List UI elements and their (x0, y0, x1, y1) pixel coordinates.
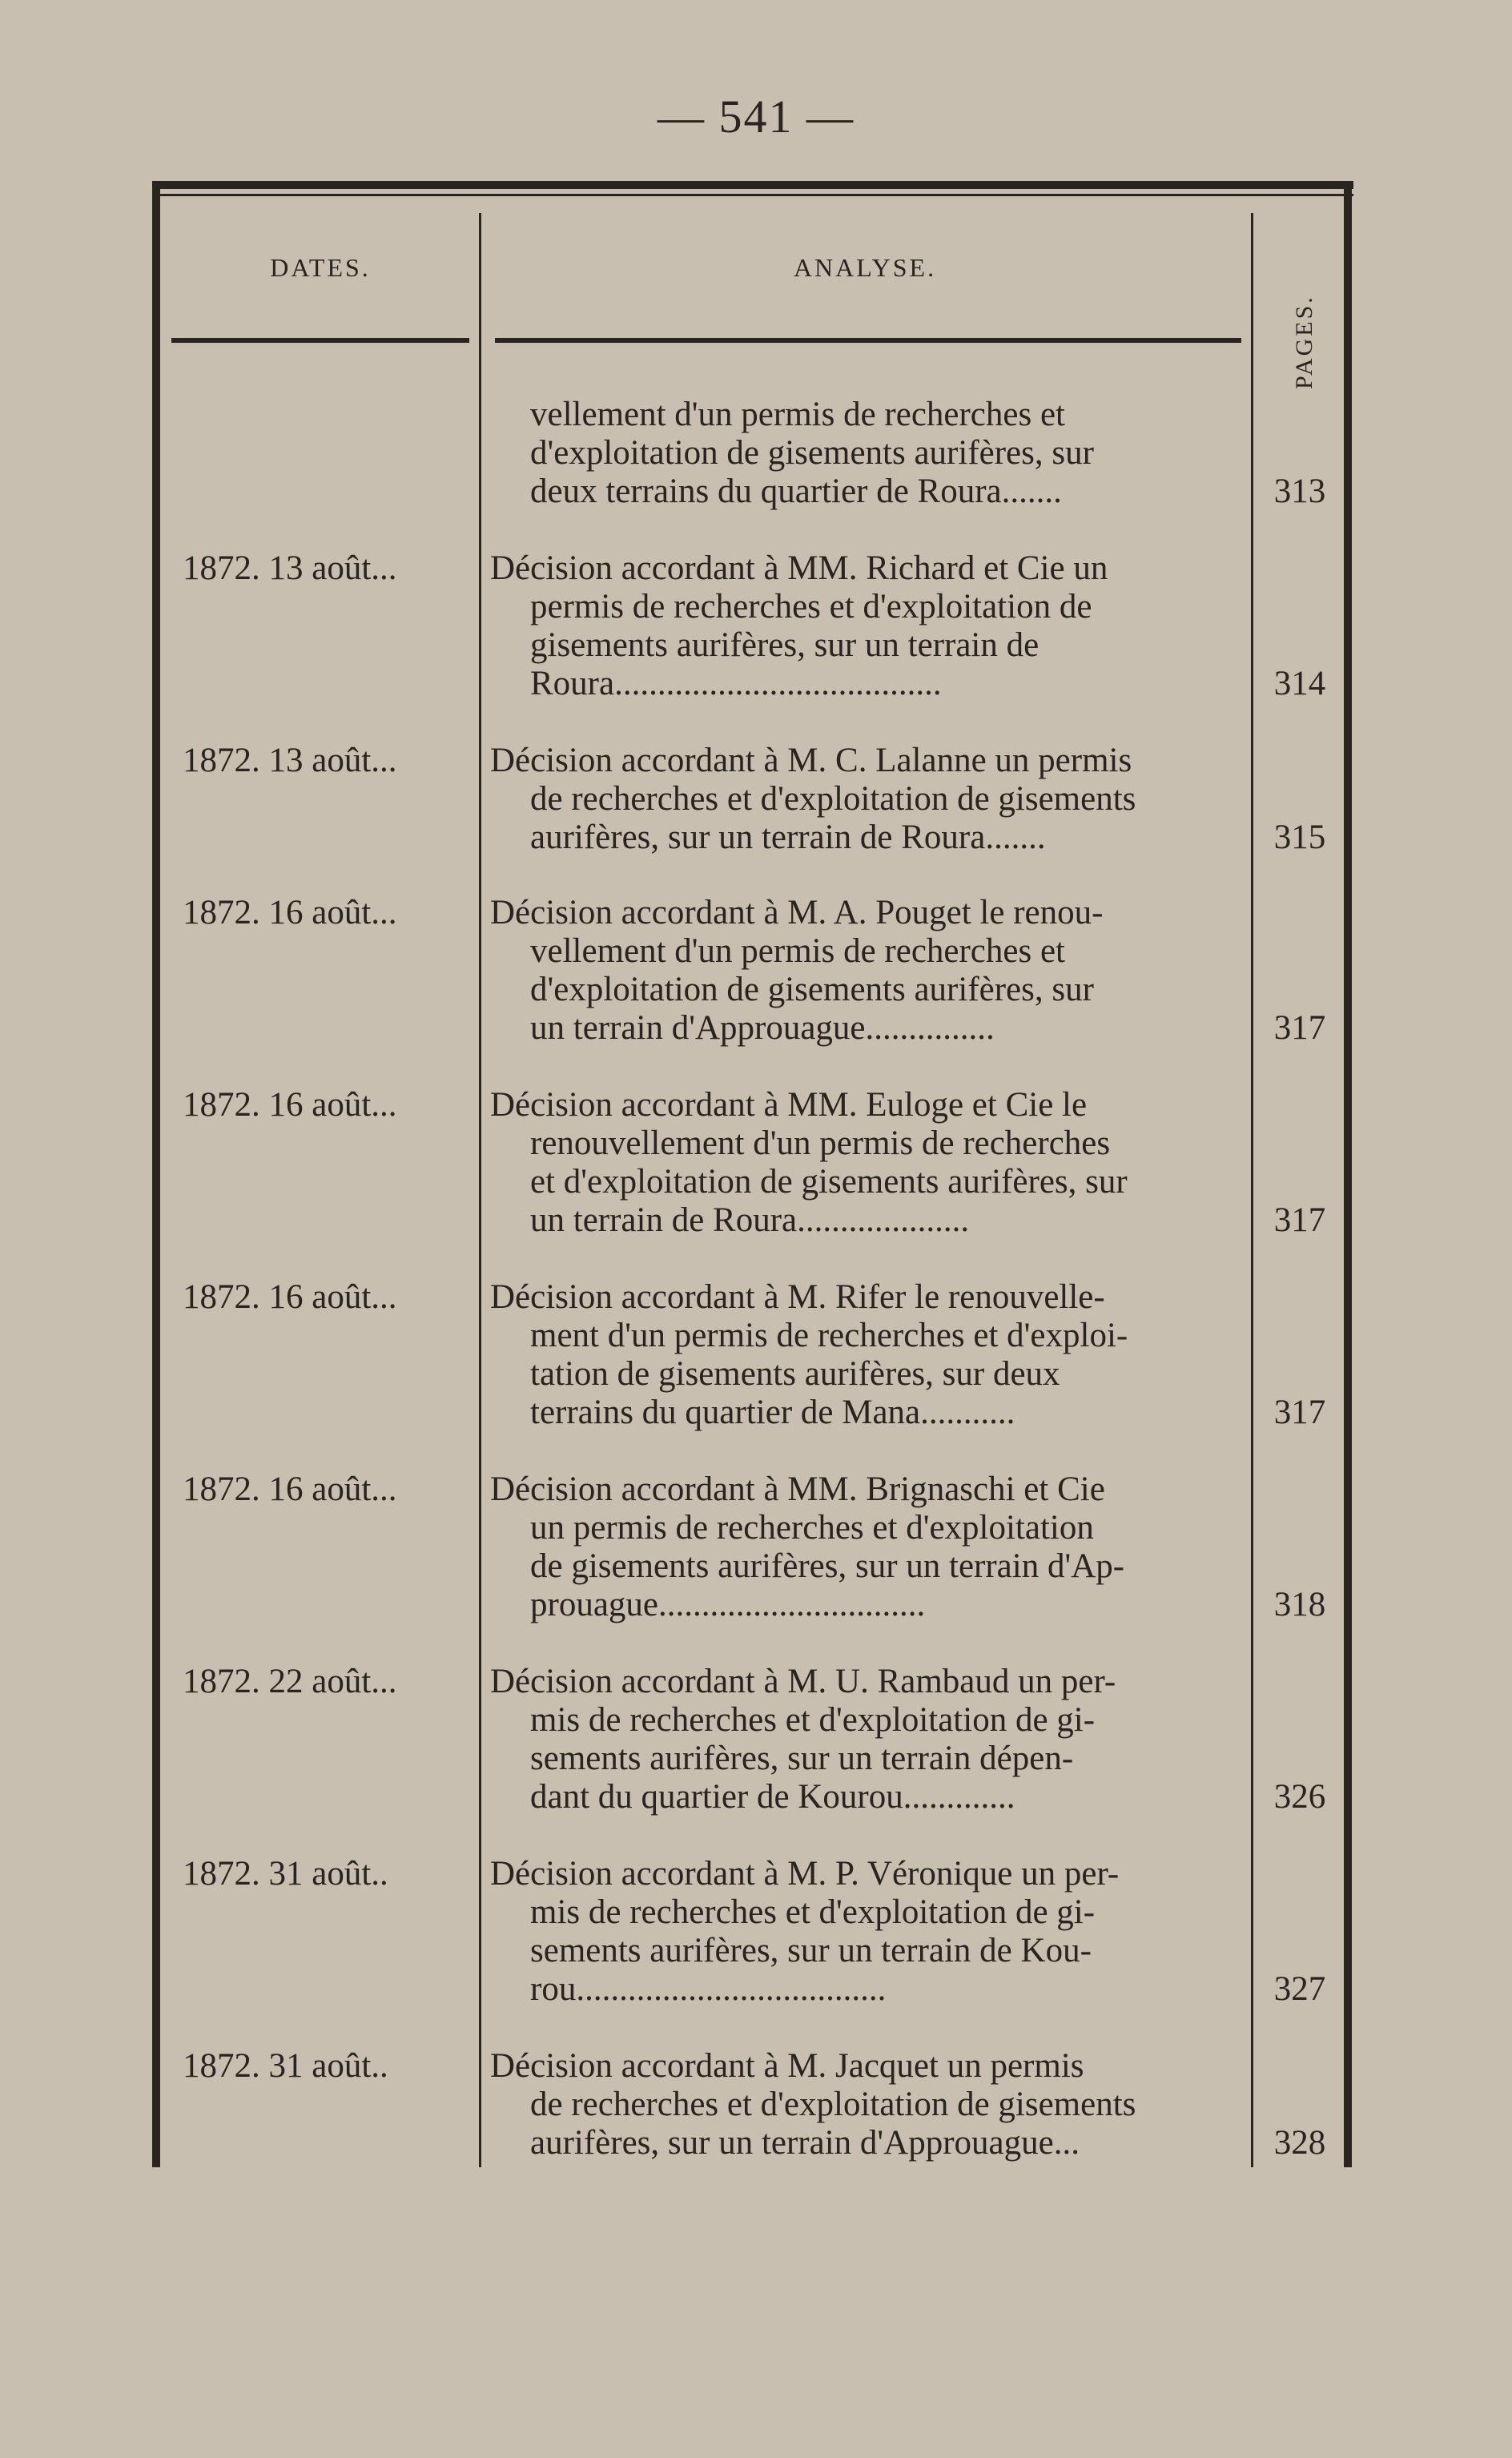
entry-analysis-line: dant du quartier de Kourou............. (530, 1778, 1015, 1816)
register-table (152, 181, 1353, 2167)
entry-analysis-line: Décision accordant à M. Jacquet un permis (490, 2047, 1084, 2085)
entry-analysis-line: Décision accordant à MM. Brignaschi et Cie (490, 1470, 1105, 1508)
entry-analysis-line: de recherches et d'exploitation de gisements (530, 780, 1136, 818)
header-dates: DATES. (270, 253, 371, 282)
entry-analysis-line: deux terrains du quartier de Roura....... (530, 473, 1062, 510)
table-top-rule-thin (152, 194, 1353, 196)
entry-page: 328 (1273, 2124, 1326, 2162)
entry-analysis-line: tation de gisements aurifères, sur deux (530, 1355, 1060, 1393)
entry-analysis (490, 2047, 1246, 2162)
entry-analysis-line: Décision accordant à M. C. Lalanne un permis (490, 742, 1132, 779)
entry-analysis-line: renouvellement d'un permis de recherches (530, 1124, 1111, 1162)
entry-date: 1872. 31 août.. (183, 1855, 388, 1893)
column-divider-dates (479, 213, 481, 2167)
entry-analysis-line: aurifères, sur un terrain de Roura....... (530, 819, 1046, 856)
entry-analysis-line: ment d'un permis de recherches et d'exploi- (530, 1317, 1128, 1354)
entry-analysis-line: de gisements aurifères, sur un terrain d'Ap- (530, 1547, 1125, 1585)
entry-page: 326 (1273, 1778, 1326, 1816)
entry-analysis-line: prouague............................... (530, 1586, 926, 1623)
entry-analysis-line: mis de recherches et d'exploitation de gi- (530, 1893, 1096, 1931)
table-left-border (152, 181, 160, 2167)
entry-analysis-line: Décision accordant à M. Rifer le renouvelle- (490, 1278, 1105, 1316)
entry-analysis-line: de recherches et d'exploitation de gisements (530, 2086, 1136, 2123)
header-analyse: ANALYSE. (793, 253, 937, 282)
entry-analysis-line: et d'exploitation de gisements aurifères, sur (530, 1163, 1128, 1201)
entry-analysis (490, 549, 1246, 703)
entry-analysis-line: permis de recherches et d'exploitation de (530, 588, 1092, 626)
entry-date: 1872. 16 août... (183, 1086, 397, 1124)
entry-analysis-line: mis de recherches et d'exploitation de gi- (530, 1701, 1096, 1739)
entry-analysis-line: un terrain d'Approuague............... (530, 1009, 995, 1047)
entry-analysis (490, 1663, 1246, 1816)
header-pages-label: PAGES. (1291, 295, 1317, 389)
entry-analysis-line: Roura...................................... (530, 665, 942, 702)
entry-page: 315 (1273, 819, 1326, 856)
entry-page: 327 (1273, 1970, 1326, 2008)
entry-analysis-line: Décision accordant à MM. Richard et Cie un (490, 549, 1108, 587)
entry-analysis-line: rou.................................... (530, 1970, 887, 2008)
entry-analysis (490, 1278, 1246, 1432)
entry-analysis (490, 1470, 1246, 1624)
entry-analysis-line: vellement d'un permis de recherches et (530, 932, 1065, 970)
entry-analysis-line: un permis de recherches et d'exploitation (530, 1509, 1094, 1547)
page-number: — 541 — (657, 91, 855, 143)
header-rule-dates (171, 338, 469, 343)
entry-analysis-line: d'exploitation de gisements aurifères, sur (530, 434, 1094, 472)
entry-page: 317 (1273, 1201, 1326, 1239)
entry-date: 1872. 31 août.. (183, 2047, 388, 2085)
entry-analysis (490, 894, 1246, 1048)
entry-analysis-line: un terrain de Roura.................... (530, 1201, 970, 1239)
entry-analysis-line: Décision accordant à M. U. Rambaud un per- (490, 1663, 1116, 1700)
table-top-rule (152, 181, 1353, 189)
entry-page: 317 (1273, 1009, 1326, 1047)
entry-page: 317 (1273, 1394, 1326, 1431)
entry-analysis-line: aurifères, sur un terrain d'Approuague... (530, 2124, 1080, 2162)
entry-analysis-line: sements aurifères, sur un terrain dépen- (530, 1740, 1074, 1777)
entry-analysis-line: Décision accordant à M. A. Pouget le renou- (490, 894, 1104, 931)
entry-analysis (490, 1855, 1246, 2009)
column-divider-analyse (1251, 213, 1253, 2167)
entry-analysis (490, 742, 1246, 857)
entry-analysis (490, 396, 1246, 511)
entry-analysis-line: gisements aurifères, sur un terrain de (530, 626, 1040, 664)
entry-analysis-line: vellement d'un permis de recherches et (530, 396, 1065, 433)
entry-page: 318 (1273, 1586, 1326, 1623)
entry-analysis-line: terrains du quartier de Mana........... (530, 1394, 1015, 1431)
entry-date: 1872. 16 août... (183, 894, 397, 931)
entry-date: 1872. 16 août... (183, 1278, 397, 1316)
entry-analysis-line: Décision accordant à M. P. Véronique un per- (490, 1855, 1120, 1893)
header-rule-analyse (495, 338, 1241, 343)
entry-analysis-line: sements aurifères, sur un terrain de Kou- (530, 1932, 1092, 1969)
entry-page: 314 (1273, 665, 1326, 702)
entry-analysis-line: Décision accordant à MM. Euloge et Cie le (490, 1086, 1088, 1124)
entry-page: 313 (1273, 473, 1326, 510)
entry-analysis-line: d'exploitation de gisements aurifères, sur (530, 971, 1094, 1008)
entry-date: 1872. 22 août... (183, 1663, 397, 1700)
entry-date: 1872. 13 août... (183, 549, 397, 587)
entry-date: 1872. 13 août... (183, 742, 397, 779)
entry-analysis (490, 1086, 1246, 1240)
header-pages (1267, 245, 1339, 437)
entry-date: 1872. 16 août... (183, 1470, 397, 1508)
table-right-border (1344, 181, 1352, 2167)
